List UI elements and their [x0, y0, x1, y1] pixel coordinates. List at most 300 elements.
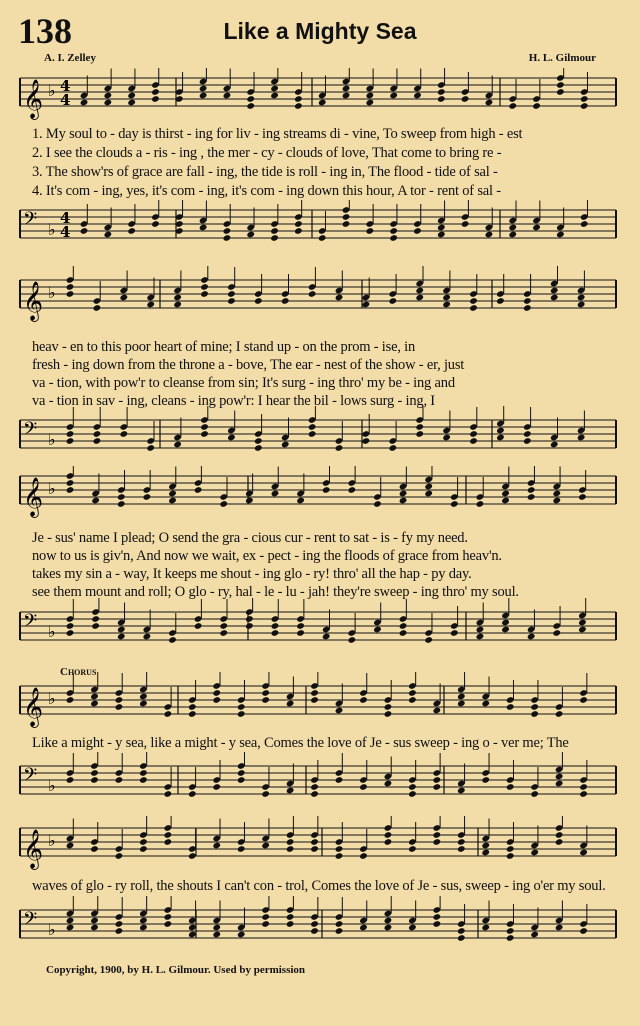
- bass-clef-icon: 𝄢: [23, 419, 38, 444]
- note-head: [212, 689, 221, 697]
- note-head: [188, 852, 197, 860]
- note-head: [66, 437, 75, 445]
- note-head: [457, 700, 466, 708]
- note-head: [433, 920, 442, 928]
- note-head: [139, 700, 148, 708]
- note-head: [90, 917, 99, 925]
- note-head: [66, 486, 75, 494]
- note-head: [164, 913, 173, 921]
- note-head: [424, 636, 433, 644]
- note-head: [508, 102, 517, 110]
- lyric-line: now to us is giv'n, And now we wait, ex - pect - ing the floods of grace from heav'n.: [32, 548, 502, 564]
- flat-key-icon: ♭: [48, 220, 56, 239]
- note-head: [261, 920, 270, 928]
- note-head: [457, 787, 466, 795]
- note-head: [388, 297, 397, 305]
- treble-staff: [0, 466, 640, 530]
- note-head: [530, 931, 539, 939]
- note-head: [212, 842, 221, 850]
- note-head: [399, 622, 408, 630]
- note-head: [437, 231, 446, 239]
- note-head: [523, 430, 532, 438]
- note-head: [271, 629, 280, 637]
- hymn-number: 138: [18, 11, 72, 51]
- note-head: [413, 227, 422, 235]
- note-head: [219, 622, 228, 630]
- lyric-line: 4. It's com - ing, yes, it's com - ing, it's com - ing down this hour, A tor - rent of sal -: [32, 183, 501, 199]
- note-head: [362, 437, 371, 445]
- note-head: [164, 838, 173, 846]
- note-head: [143, 493, 152, 501]
- note-head: [164, 790, 173, 798]
- note-head: [384, 917, 393, 925]
- flat-key-icon: ♭: [48, 776, 56, 795]
- note-head: [115, 927, 124, 935]
- note-head: [556, 88, 565, 96]
- note-head: [506, 783, 515, 791]
- note-head: [93, 437, 102, 445]
- note-head: [348, 486, 357, 494]
- note-head: [433, 838, 442, 846]
- note-head: [555, 773, 564, 781]
- note-head: [188, 924, 197, 932]
- note-head: [310, 689, 319, 697]
- note-head: [139, 845, 148, 853]
- note-head: [530, 703, 539, 711]
- note-head: [310, 927, 319, 935]
- note-head: [384, 710, 393, 718]
- note-head: [389, 92, 398, 100]
- note-head: [237, 710, 246, 718]
- bass-clef-icon: 𝄢: [23, 209, 38, 234]
- note-head: [413, 92, 422, 100]
- note-head: [469, 297, 478, 305]
- note-head: [335, 776, 344, 784]
- note-head: [506, 934, 515, 942]
- note-head: [200, 423, 209, 431]
- note-head: [173, 441, 182, 449]
- note-head: [245, 622, 254, 630]
- note-head: [415, 287, 424, 295]
- note-head: [555, 831, 564, 839]
- note-head: [66, 696, 75, 704]
- note-head: [308, 430, 317, 438]
- note-head: [335, 294, 344, 302]
- note-head: [199, 85, 208, 93]
- note-head: [408, 689, 417, 697]
- note-head: [66, 479, 75, 487]
- note-head: [281, 441, 290, 449]
- lyric-line: Like a might - y sea, like a might - y sea, Comes the love of Je - sus sweep - ing o - ver me; The: [32, 735, 569, 751]
- note-head: [237, 703, 246, 711]
- note-head: [296, 629, 305, 637]
- note-head: [461, 220, 470, 228]
- note-head: [286, 920, 295, 928]
- note-head: [481, 776, 490, 784]
- lyric-line: heav - en to this poor heart of mine; I stand up - on the prom - ise, in: [32, 339, 416, 355]
- note-head: [271, 622, 280, 630]
- note-head: [552, 490, 561, 498]
- note-head: [261, 842, 270, 850]
- note-head: [442, 294, 451, 302]
- bass-staff: [0, 896, 640, 960]
- note-head: [146, 301, 155, 309]
- note-head: [115, 696, 124, 704]
- note-head: [270, 92, 279, 100]
- note-head: [342, 92, 351, 100]
- note-head: [212, 783, 221, 791]
- note-head: [485, 99, 494, 107]
- note-head: [188, 703, 197, 711]
- note-head: [481, 842, 490, 850]
- note-head: [188, 790, 197, 798]
- note-head: [496, 434, 505, 442]
- note-head: [578, 493, 587, 501]
- note-head: [501, 619, 510, 627]
- flat-key-icon: ♭: [48, 430, 56, 449]
- note-head: [415, 430, 424, 438]
- lyric-line: takes my sin a - way, It keeps me shout - ing glo - ry! thro' all the hap - py day.: [32, 566, 472, 582]
- note-head: [555, 780, 564, 788]
- note-head: [318, 99, 327, 107]
- lyric-line: 2. I see the clouds a - ris - ing , the mer - cy - clouds of love, That come to bring re -: [32, 145, 502, 161]
- note-head: [310, 845, 319, 853]
- note-head: [384, 831, 393, 839]
- note-head: [496, 297, 505, 305]
- note-head: [127, 227, 136, 235]
- bass-staff: [0, 598, 640, 664]
- note-head: [552, 497, 561, 505]
- note-head: [188, 931, 197, 939]
- note-head: [348, 636, 357, 644]
- time-signature: 4: [60, 91, 71, 109]
- note-head: [579, 849, 588, 857]
- note-head: [496, 427, 505, 435]
- note-head: [270, 85, 279, 93]
- note-head: [481, 924, 490, 932]
- note-head: [223, 227, 232, 235]
- note-head: [246, 102, 255, 110]
- note-head: [90, 776, 99, 784]
- note-head: [91, 497, 100, 505]
- note-head: [66, 629, 75, 637]
- lyric-line: see them mount and roll; O glo - ry, hal - le - lu - jah! they're sweep - ing thro' my soul.: [32, 584, 519, 600]
- flat-key-icon: ♭: [48, 81, 56, 100]
- note-head: [286, 787, 295, 795]
- note-head: [580, 95, 589, 103]
- note-head: [577, 301, 586, 309]
- note-head: [173, 294, 182, 302]
- note-head: [469, 304, 478, 312]
- note-head: [485, 231, 494, 239]
- note-head: [115, 852, 124, 860]
- note-head: [117, 633, 126, 641]
- note-head: [310, 838, 319, 846]
- note-head: [550, 441, 559, 449]
- flat-key-icon: ♭: [48, 479, 56, 498]
- note-head: [481, 700, 490, 708]
- note-head: [139, 769, 148, 777]
- note-head: [66, 776, 75, 784]
- note-head: [66, 430, 75, 438]
- note-head: [237, 776, 246, 784]
- bass-staff: [0, 200, 640, 266]
- note-head: [294, 220, 303, 228]
- note-head: [457, 927, 466, 935]
- note-head: [119, 294, 128, 302]
- note-head: [527, 633, 536, 641]
- note-head: [151, 220, 160, 228]
- note-head: [200, 283, 209, 291]
- note-head: [578, 626, 587, 634]
- note-head: [164, 831, 173, 839]
- lyric-line: waves of glo - ry roll, the shouts I can't con - trol, Comes the love of Je - sus, sweep - ing o'er my soul.: [32, 878, 606, 894]
- note-head: [366, 99, 375, 107]
- note-head: [270, 227, 279, 235]
- note-head: [523, 297, 532, 305]
- note-head: [399, 490, 408, 498]
- note-head: [194, 486, 203, 494]
- treble-staff: [0, 672, 640, 734]
- chorus-label: Chorus: [60, 666, 97, 678]
- note-head: [127, 92, 136, 100]
- note-head: [310, 790, 319, 798]
- note-head: [146, 444, 155, 452]
- note-head: [384, 838, 393, 846]
- note-head: [66, 283, 75, 291]
- note-head: [104, 99, 113, 107]
- note-head: [501, 490, 510, 498]
- note-head: [310, 696, 319, 704]
- note-head: [219, 629, 228, 637]
- note-head: [281, 297, 290, 305]
- note-head: [254, 297, 263, 305]
- note-head: [342, 220, 351, 228]
- note-head: [508, 224, 517, 232]
- note-head: [433, 776, 442, 784]
- note-head: [164, 710, 173, 718]
- note-head: [115, 920, 124, 928]
- bass-clef-icon: 𝄢: [23, 765, 38, 790]
- note-head: [261, 689, 270, 697]
- bass-clef-icon: 𝄢: [23, 611, 38, 636]
- note-head: [286, 913, 295, 921]
- note-head: [556, 231, 565, 239]
- note-head: [579, 927, 588, 935]
- note-head: [433, 913, 442, 921]
- note-head: [308, 290, 317, 298]
- note-head: [457, 934, 466, 942]
- note-head: [115, 776, 124, 784]
- note-head: [294, 102, 303, 110]
- note-head: [450, 500, 459, 508]
- note-head: [261, 913, 270, 921]
- note-head: [194, 622, 203, 630]
- note-head: [476, 633, 485, 641]
- note-head: [527, 486, 536, 494]
- note-head: [254, 444, 263, 452]
- note-head: [168, 636, 177, 644]
- note-head: [523, 304, 532, 312]
- note-head: [366, 92, 375, 100]
- note-head: [212, 696, 221, 704]
- note-head: [389, 234, 398, 242]
- note-head: [457, 838, 466, 846]
- treble-clef-icon: 𝄞: [23, 281, 44, 321]
- note-head: [481, 849, 490, 857]
- note-head: [168, 497, 177, 505]
- note-head: [555, 838, 564, 846]
- note-head: [246, 231, 255, 239]
- note-head: [227, 290, 236, 298]
- note-head: [90, 924, 99, 932]
- note-head: [508, 231, 517, 239]
- note-head: [437, 95, 446, 103]
- note-head: [151, 95, 160, 103]
- note-head: [117, 500, 126, 508]
- treble-clef-icon: 𝄞: [23, 829, 44, 869]
- note-head: [577, 434, 586, 442]
- note-head: [580, 220, 589, 228]
- flat-key-icon: ♭: [48, 283, 56, 302]
- note-head: [212, 931, 221, 939]
- note-head: [415, 294, 424, 302]
- note-head: [90, 845, 99, 853]
- note-head: [173, 301, 182, 309]
- treble-clef-icon: 𝄞: [23, 79, 44, 119]
- note-head: [450, 629, 459, 637]
- note-head: [552, 629, 561, 637]
- note-head: [359, 783, 368, 791]
- flat-key-icon: ♭: [48, 831, 56, 850]
- note-head: [437, 88, 446, 96]
- note-head: [90, 700, 99, 708]
- note-head: [342, 85, 351, 93]
- note-head: [335, 920, 344, 928]
- note-head: [66, 842, 75, 850]
- note-head: [335, 845, 344, 853]
- note-head: [550, 294, 559, 302]
- note-head: [200, 430, 209, 438]
- hymn-title: Like a Mighty Sea: [223, 18, 417, 44]
- note-head: [199, 224, 208, 232]
- note-head: [506, 927, 515, 935]
- note-head: [91, 615, 100, 623]
- note-head: [342, 213, 351, 221]
- note-head: [296, 622, 305, 630]
- note-head: [388, 444, 397, 452]
- note-head: [223, 234, 232, 242]
- note-head: [66, 622, 75, 630]
- note-head: [433, 783, 442, 791]
- note-head: [424, 483, 433, 491]
- note-head: [373, 500, 382, 508]
- note-head: [270, 234, 279, 242]
- note-head: [245, 615, 254, 623]
- note-head: [501, 497, 510, 505]
- note-head: [322, 486, 331, 494]
- flat-key-icon: ♭: [48, 689, 56, 708]
- note-head: [408, 790, 417, 798]
- note-head: [523, 437, 532, 445]
- note-head: [296, 497, 305, 505]
- note-head: [577, 294, 586, 302]
- note-head: [580, 102, 589, 110]
- note-head: [168, 490, 177, 498]
- note-head: [389, 227, 398, 235]
- note-head: [506, 852, 515, 860]
- note-head: [219, 500, 228, 508]
- note-head: [424, 490, 433, 498]
- treble-staff: [0, 266, 640, 340]
- note-head: [66, 924, 75, 932]
- note-head: [90, 693, 99, 701]
- note-head: [527, 493, 536, 501]
- note-head: [437, 224, 446, 232]
- note-head: [399, 629, 408, 637]
- note-head: [90, 769, 99, 777]
- note-head: [227, 434, 236, 442]
- note-head: [335, 852, 344, 860]
- note-head: [139, 924, 148, 932]
- note-head: [555, 924, 564, 932]
- note-head: [119, 430, 128, 438]
- note-head: [578, 619, 587, 627]
- treble-clef-icon: 𝄞: [23, 477, 44, 517]
- bass-clef-icon: 𝄢: [23, 909, 38, 934]
- note-head: [532, 224, 541, 232]
- note-head: [384, 703, 393, 711]
- note-head: [318, 234, 327, 242]
- note-head: [104, 231, 113, 239]
- note-head: [237, 769, 246, 777]
- lyric-line: 1. My soul to - day is thirst - ing for liv - ing streams di - vine, To sweep from high - est: [32, 126, 523, 142]
- note-head: [308, 423, 317, 431]
- note-head: [579, 696, 588, 704]
- note-head: [261, 696, 270, 704]
- note-head: [93, 430, 102, 438]
- note-head: [399, 497, 408, 505]
- note-head: [223, 92, 232, 100]
- note-head: [91, 622, 100, 630]
- note-head: [115, 703, 124, 711]
- note-head: [384, 924, 393, 932]
- note-head: [117, 626, 126, 634]
- note-head: [227, 297, 236, 305]
- time-signature: 4: [60, 209, 71, 227]
- note-head: [310, 783, 319, 791]
- note-head: [366, 227, 375, 235]
- note-head: [164, 920, 173, 928]
- note-head: [139, 917, 148, 925]
- note-head: [442, 301, 451, 309]
- note-head: [469, 437, 478, 445]
- treble-staff: [0, 816, 640, 876]
- note-head: [530, 849, 539, 857]
- flat-key-icon: ♭: [48, 622, 56, 641]
- note-head: [139, 776, 148, 784]
- note-head: [433, 707, 442, 715]
- note-head: [384, 780, 393, 788]
- note-head: [294, 95, 303, 103]
- note-head: [151, 88, 160, 96]
- note-head: [80, 99, 89, 107]
- note-head: [237, 931, 246, 939]
- note-head: [66, 917, 75, 925]
- note-head: [271, 490, 280, 498]
- note-head: [310, 920, 319, 928]
- note-head: [139, 693, 148, 701]
